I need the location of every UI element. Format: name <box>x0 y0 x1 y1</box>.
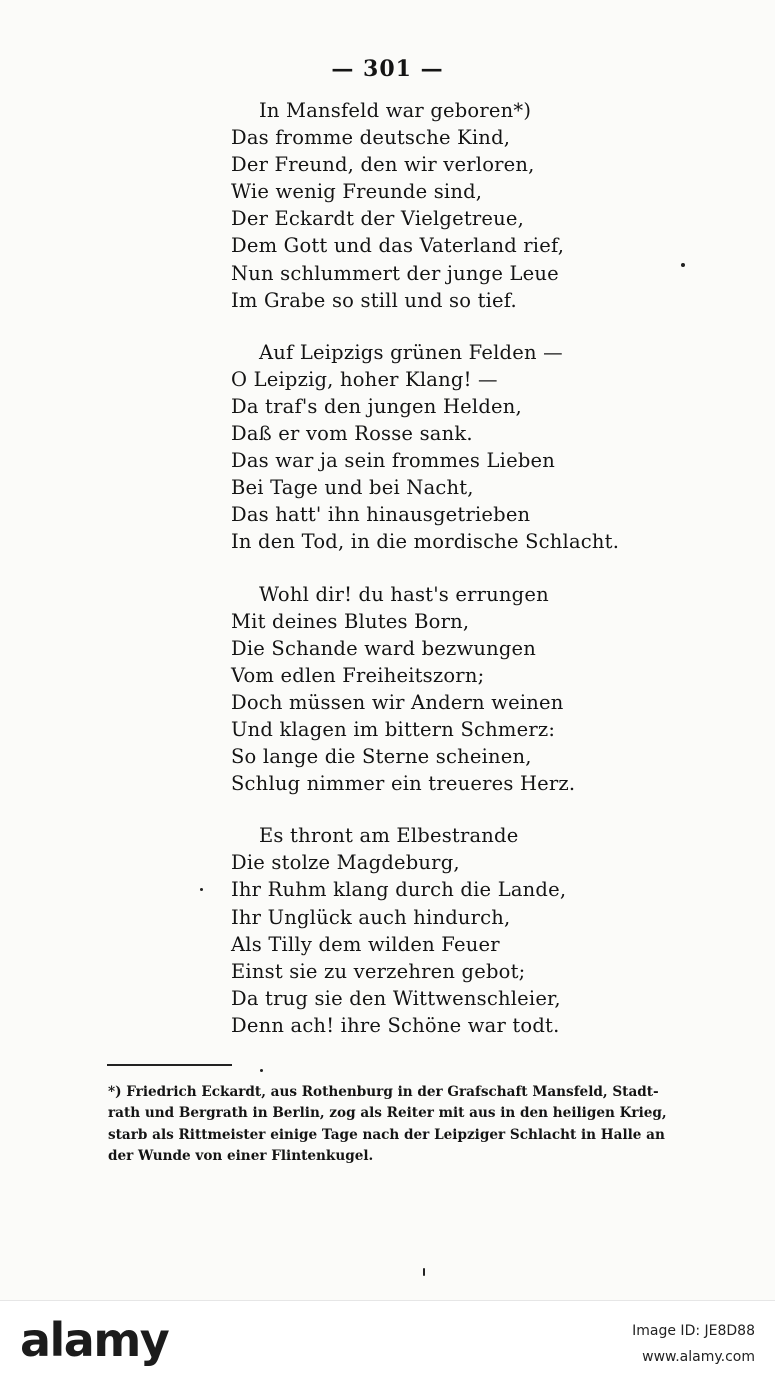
verse-line: Da trug sie den Wittwenschleier, <box>231 986 561 1010</box>
verse-line: In Mansfeld war geboren*) <box>259 99 532 122</box>
verse-line: Die Schande ward bezwungen <box>231 636 537 660</box>
footnote-line: starb als Rittmeister einige Tage nach der Leipziger Schlacht in Halle an <box>108 1126 665 1143</box>
verse-line: Denn ach! ihre Schöne war todt. <box>231 1013 560 1037</box>
ink-speck <box>681 263 685 267</box>
verse-line: Ihr Ruhm klang durch die Lande, <box>231 878 567 902</box>
footnote-divider <box>107 1064 232 1066</box>
verse-line: Wohl dir! du hast's errungen <box>259 582 549 606</box>
stanza-1 <box>231 97 731 314</box>
verse-line: Nun schlummert der junge Leue <box>231 261 559 285</box>
verse-line: Wie wenig Freunde sind, <box>231 180 483 204</box>
verse-line: Im Grabe so still und so tief. <box>231 288 517 312</box>
verse-line: Daß er vom Rosse sank. <box>231 422 473 446</box>
verse-line: Bei Tage und bei Nacht, <box>231 476 474 500</box>
verse-line: Das war ja sein frommes Lieben <box>231 449 556 473</box>
verse-line: Das fromme deutsche Kind, <box>231 126 511 150</box>
verse-line: So lange die Sterne scheinen, <box>231 745 532 769</box>
verse-line: Vom edlen Freiheitszorn; <box>231 663 485 687</box>
footnote-line: rath und Bergrath in Berlin, zog als Reiter mit aus in den heiligen Krieg, <box>108 1105 667 1122</box>
verse-line: Einst sie zu verzehren gebot; <box>231 959 526 983</box>
site-url: www.alamy.com <box>642 1349 755 1365</box>
verse-line: Der Freund, den wir verloren, <box>231 153 535 177</box>
verse-line: Schlug nimmer ein treueres Herz. <box>231 772 576 796</box>
stanza-3 <box>231 581 731 798</box>
page-number: — 301 — <box>331 56 444 82</box>
image-id: Image ID: JE8D88 <box>632 1323 755 1339</box>
ink-speck <box>260 1069 263 1072</box>
footnote <box>108 1082 693 1167</box>
verse-line: Auf Leipzigs grünen Felden — <box>259 340 563 364</box>
verse-line: In den Tod, in die mordische Schlacht. <box>231 530 620 554</box>
footnote-line: der Wunde von einer Flintenkugel. <box>108 1147 374 1164</box>
verse-line: Mit deines Blutes Born, <box>231 609 470 633</box>
poem <box>231 97 731 1064</box>
verse-line: Ihr Unglück auch hindurch, <box>231 905 511 929</box>
verse-line: Das hatt' ihn hinausgetrieben <box>231 503 531 527</box>
verse-line: Es thront am Elbestrande <box>259 824 519 848</box>
footnote-line: *) Friedrich Eckardt, aus Rothenburg in der Grafschaft Mansfeld, Stadt- <box>108 1084 659 1100</box>
verse-line: O Leipzig, hoher Klang! — <box>231 367 498 391</box>
ink-speck <box>423 1268 425 1276</box>
verse-line: Als Tilly dem wilden Feuer <box>231 932 500 956</box>
verse-line: Der Eckardt der Vielgetreue, <box>231 207 525 231</box>
verse-line: Dem Gott und das Vaterland rief, <box>231 234 565 258</box>
verse-line: Und klagen im bittern Schmerz: <box>231 717 556 741</box>
ink-speck <box>200 888 203 891</box>
verse-line: Da traf's den jungen Helden, <box>231 394 522 418</box>
brand-logo: alamy <box>20 1313 169 1367</box>
stanza-4 <box>231 822 731 1039</box>
verse-line: Doch müssen wir Andern weinen <box>231 690 564 714</box>
verse-line: Die stolze Magdeburg, <box>231 851 460 875</box>
stanza-2 <box>231 339 731 556</box>
